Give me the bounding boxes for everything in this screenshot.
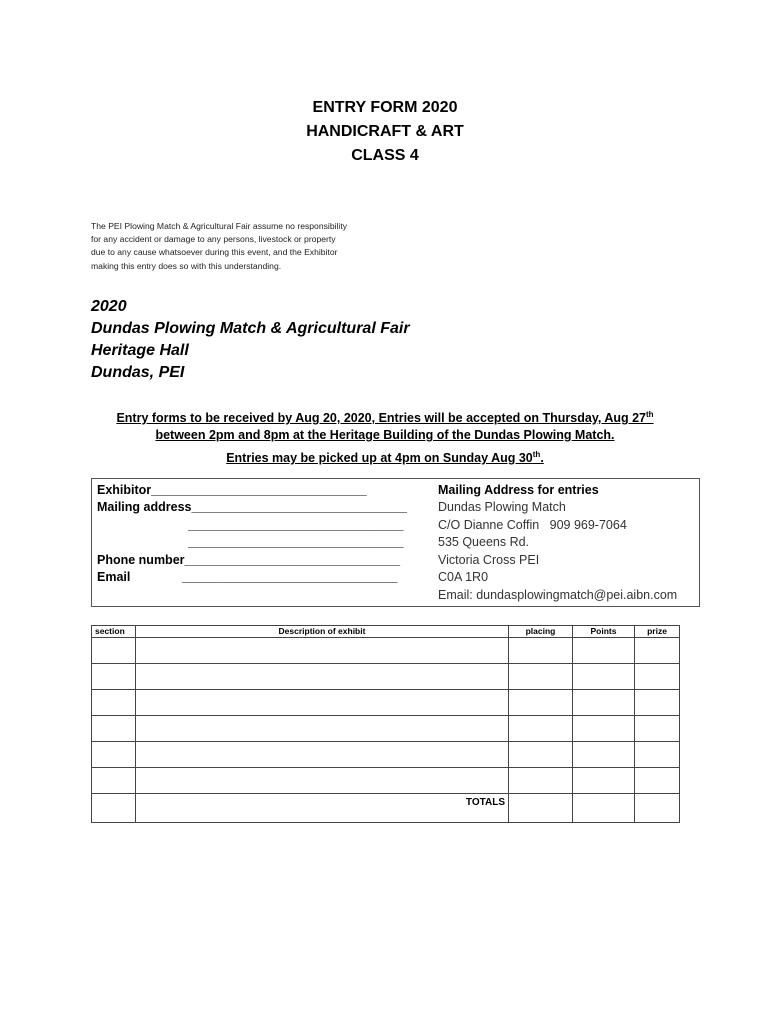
table-cell[interactable] — [92, 742, 136, 768]
notice-line-1: Entry forms to be received by Aug 20, 2020, Entries will be accepted on Thursday, Aug 27th — [116, 410, 654, 426]
table-row — [92, 768, 680, 794]
col-placing: placing — [509, 626, 573, 638]
table-cell[interactable] — [509, 794, 573, 823]
table-cell[interactable] — [136, 664, 509, 690]
event-name: Dundas Plowing Match & Agricultural Fair — [91, 320, 410, 337]
table-cell[interactable] — [92, 716, 136, 742]
form-class: CLASS 4 — [351, 147, 419, 164]
table-row — [92, 742, 680, 768]
table-header-row — [92, 626, 680, 638]
notice-line-3: Entries may be picked up at 4pm on Sunday Aug 30th. — [226, 450, 544, 466]
notice-line-2: between 2pm and 8pm at the Heritage Building of the Dundas Plowing Match. — [155, 428, 615, 442]
table-cell[interactable] — [509, 664, 573, 690]
table-row — [92, 638, 680, 664]
table-cell[interactable] — [136, 768, 509, 794]
table-cell[interactable] — [136, 690, 509, 716]
event-venue: Heritage Hall — [91, 342, 189, 359]
table-cell[interactable] — [136, 638, 509, 664]
table-cell[interactable] — [635, 742, 680, 768]
table-cell[interactable] — [635, 690, 680, 716]
table-cell[interactable] — [136, 716, 509, 742]
totals-label: TOTALS — [136, 794, 509, 823]
table-cell[interactable] — [573, 690, 635, 716]
table-cell[interactable] — [92, 638, 136, 664]
table-cell[interactable] — [635, 664, 680, 690]
col-description: Description of exhibit — [136, 626, 509, 638]
table-row — [92, 716, 680, 742]
address-email: Email: dundasplowingmatch@pei.aibn.com — [438, 588, 678, 602]
table-cell[interactable] — [635, 768, 680, 794]
exhibit-table — [91, 625, 680, 823]
mailing-address-line-3[interactable]: _______________________________ — [188, 535, 404, 549]
table-cell[interactable] — [573, 768, 635, 794]
table-cell[interactable] — [92, 794, 136, 823]
disclaimer: The PEI Plowing Match & Agricultural Fair assume no responsibility for any accident or damage to any persons, livestock or property due to any cause whatsoever during this event, and the Exhibitor making this entry does so with this understanding. — [91, 221, 348, 271]
table-cell[interactable] — [92, 664, 136, 690]
email-field[interactable]: _______________________________ — [182, 570, 398, 584]
table-cell[interactable] — [509, 768, 573, 794]
table-cell[interactable] — [136, 742, 509, 768]
exhibitor-info-box — [91, 478, 700, 607]
phone-field[interactable]: Phone number_______________________________ — [97, 553, 401, 567]
event-location: Dundas, PEI — [91, 364, 185, 381]
event-year: 2020 — [91, 298, 127, 315]
table-cell[interactable] — [92, 690, 136, 716]
address-line: Dundas Plowing Match — [438, 500, 566, 514]
table-cell[interactable] — [573, 638, 635, 664]
exhibitor-field[interactable]: Exhibitor_______________________________ — [97, 483, 367, 497]
totals-row — [92, 794, 680, 823]
table-row — [92, 664, 680, 690]
table-cell[interactable] — [509, 716, 573, 742]
address-line: 535 Queens Rd. — [438, 535, 530, 549]
table-cell[interactable] — [92, 768, 136, 794]
table-cell[interactable] — [635, 794, 680, 823]
form-category: HANDICRAFT & ART — [306, 123, 464, 140]
address-line: C0A 1R0 — [438, 570, 489, 584]
mailing-address-line-2[interactable]: _______________________________ — [188, 518, 404, 532]
table-cell[interactable] — [509, 690, 573, 716]
mailing-heading: Mailing Address for entries — [438, 483, 599, 497]
table-cell[interactable] — [573, 716, 635, 742]
table-cell[interactable] — [635, 716, 680, 742]
table-cell[interactable] — [573, 794, 635, 823]
table-cell[interactable] — [509, 742, 573, 768]
email-label: Email — [97, 570, 131, 584]
table-row — [92, 690, 680, 716]
col-section: section — [92, 626, 136, 638]
address-line: Victoria Cross PEI — [438, 553, 540, 567]
form-title: ENTRY FORM 2020 — [312, 99, 458, 116]
mailing-address-field[interactable]: Mailing address_______________________________ — [97, 500, 407, 514]
table-cell[interactable] — [573, 742, 635, 768]
col-prize: prize — [635, 626, 680, 638]
table-cell[interactable] — [635, 638, 680, 664]
address-line: C/O Dianne Coffin 909 969-7064 — [438, 518, 627, 532]
col-points: Points — [573, 626, 635, 638]
table-cell[interactable] — [573, 664, 635, 690]
table-cell[interactable] — [509, 638, 573, 664]
